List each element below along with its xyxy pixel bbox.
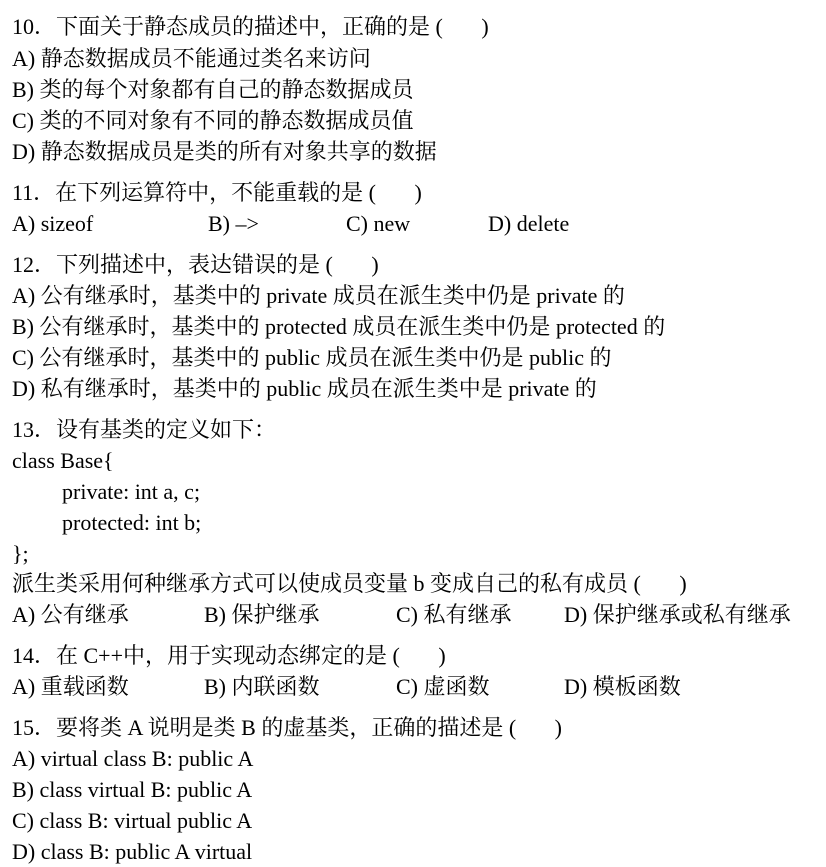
question-15-option-a: A) virtual class B: public A bbox=[12, 746, 254, 771]
question-12-stem: 12．下列描述中，表达错误的是 ( ) bbox=[12, 252, 379, 277]
question-10-option-d: D) 静态数据成员是类的所有对象共享的数据 bbox=[12, 139, 437, 164]
question-13-option-c: C) 私有继承 bbox=[396, 602, 512, 627]
question-12-option-d: D) 私有继承时，基类中的 public 成员在派生类中是 private 的 bbox=[12, 376, 597, 401]
question-15-option-c: C) class B: virtual public A bbox=[12, 808, 253, 833]
question-14-stem: 14．在 C++中，用于实现动态绑定的是 ( ) bbox=[12, 643, 446, 668]
question-13-option-a: A) 公有继承 bbox=[12, 602, 129, 627]
question-13-option-b: B) 保护继承 bbox=[204, 602, 320, 627]
question-13-option-d: D) 保护继承或私有继承 bbox=[564, 602, 791, 627]
question-11-option-d: D) delete bbox=[488, 211, 570, 236]
question-11-stem: 11．在下列运算符中，不能重载的是 ( ) bbox=[12, 180, 422, 205]
question-11-option-a: A) sizeof bbox=[12, 211, 94, 236]
question-10-stem: 10．下面关于静态成员的描述中，正确的是 ( ) bbox=[12, 14, 489, 39]
question-11-option-c: C) new bbox=[346, 211, 411, 236]
question-12-option-a: A) 公有继承时，基类中的 private 成员在派生类中仍是 private 的 bbox=[12, 283, 625, 308]
question-12-option-c: C) 公有继承时，基类中的 public 成员在派生类中仍是 public 的 bbox=[12, 345, 612, 370]
question-14-option-d: D) 模板函数 bbox=[564, 674, 681, 699]
question-10-option-b: B) 类的每个对象都有自己的静态数据成员 bbox=[12, 77, 414, 102]
question-15-stem: 15．要将类 A 说明是类 B 的虚基类，正确的描述是 ( ) bbox=[12, 715, 563, 740]
question-14-option-c: C) 虚函数 bbox=[396, 674, 490, 699]
question-15-option-d: D) class B: public A virtual bbox=[12, 839, 253, 864]
question-13-text: 派生类采用何种继承方式可以使成员变量 b 变成自己的私有成员 ( ) bbox=[12, 571, 687, 596]
question-14-option-a: A) 重载函数 bbox=[12, 674, 129, 699]
code-line-4: }; bbox=[12, 541, 29, 566]
code-line-3: protected: int b; bbox=[62, 510, 202, 535]
question-10-option-a: A) 静态数据成员不能通过类名来访问 bbox=[12, 46, 371, 71]
question-11-option-b: B) –> bbox=[208, 211, 259, 236]
question-15-option-b: B) class virtual B: public A bbox=[12, 777, 253, 802]
question-10-option-c: C) 类的不同对象有不同的静态数据成员值 bbox=[12, 108, 414, 133]
code-line-2: private: int a, c; bbox=[62, 479, 201, 504]
question-13-stem: 13．设有基类的定义如下： bbox=[12, 417, 277, 442]
code-line-1: class Base{ bbox=[12, 448, 114, 473]
question-12-option-b: B) 公有继承时，基类中的 protected 成员在派生类中仍是 protected 的 bbox=[12, 314, 666, 339]
question-14-option-b: B) 内联函数 bbox=[204, 674, 320, 699]
